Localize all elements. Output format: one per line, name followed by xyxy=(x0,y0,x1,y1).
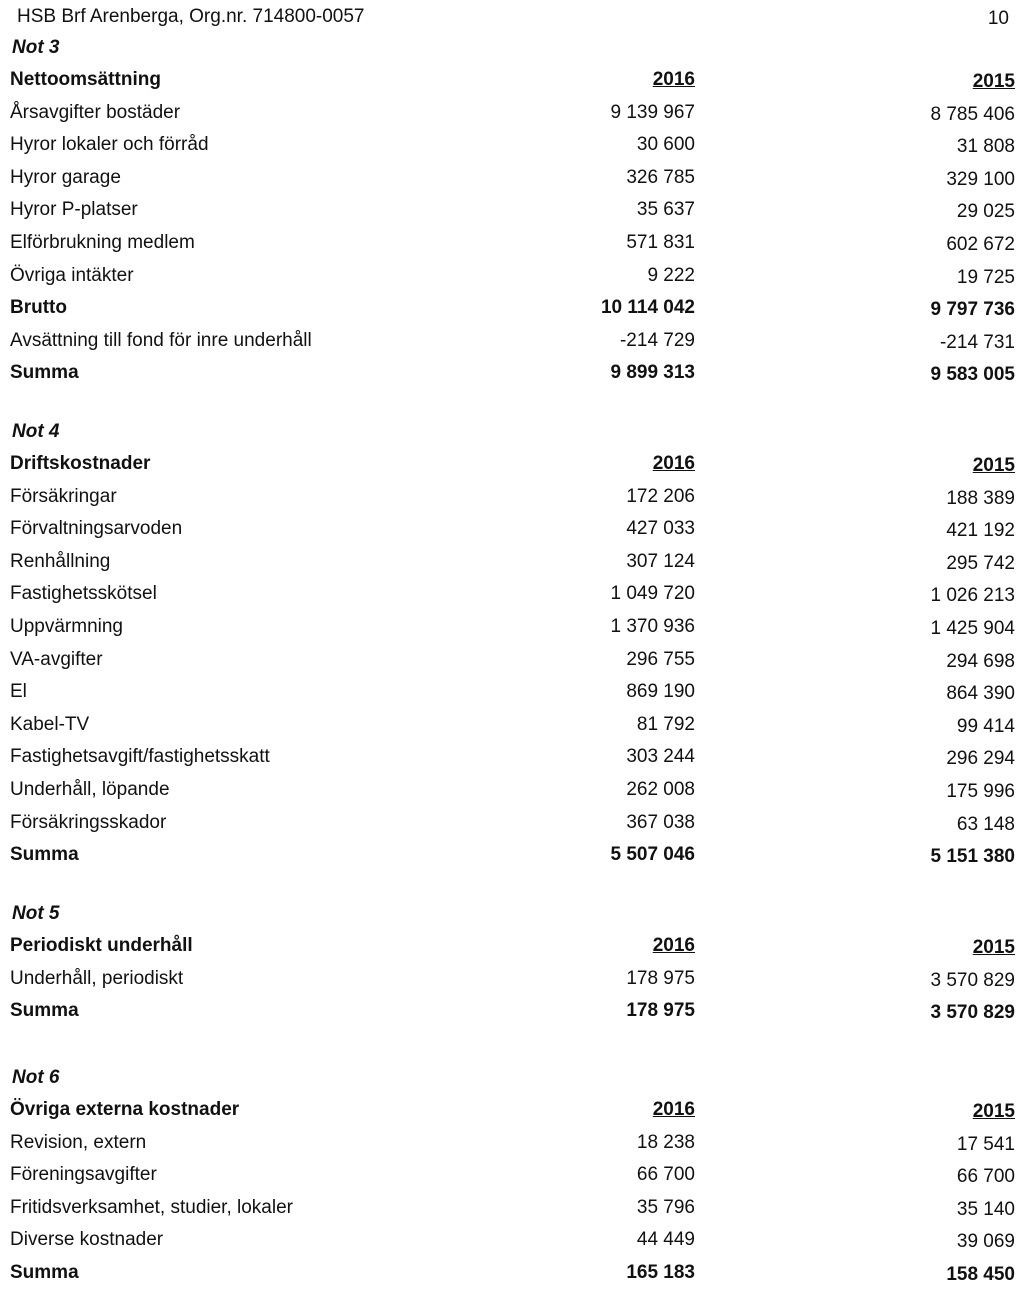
row-label: Summa xyxy=(10,844,79,866)
table-row xyxy=(10,1192,1015,1225)
value-2016: 367 038 xyxy=(626,811,695,833)
table-row xyxy=(10,227,1015,260)
row-label: Hyror lokaler och förråd xyxy=(10,134,209,156)
row-label: Förvaltningsarvoden xyxy=(10,518,183,540)
value-2015: 3 570 829 xyxy=(930,969,1015,991)
year-2015-header: 2015 xyxy=(972,937,1015,958)
row-label: Elförbrukning medlem xyxy=(10,231,195,253)
value-2015: 39 069 xyxy=(956,1231,1015,1253)
value-2016: 307 124 xyxy=(626,550,695,572)
row-label: Fastighetsskötsel xyxy=(10,583,157,605)
note-heading: Periodiskt underhåll xyxy=(10,935,193,956)
value-2016: 296 755 xyxy=(626,648,695,670)
value-2015: 19 725 xyxy=(956,266,1015,288)
row-label: Summa xyxy=(10,362,79,384)
value-2015: 421 192 xyxy=(946,520,1015,542)
value-2016: 66 700 xyxy=(636,1164,695,1186)
value-2016: 35 637 xyxy=(636,199,695,221)
table-row xyxy=(10,774,1015,807)
table-row xyxy=(10,1224,1015,1257)
note-5 xyxy=(10,898,1015,1028)
table-row xyxy=(10,292,1015,325)
value-2015: 63 148 xyxy=(956,813,1015,835)
value-2015: 99 414 xyxy=(956,715,1015,737)
year-2016-header: 2016 xyxy=(652,69,695,90)
row-label: Brutto xyxy=(10,297,67,319)
table-row xyxy=(10,481,1015,514)
value-2015: 66 700 xyxy=(956,1166,1015,1188)
note-heading-row xyxy=(10,930,1015,963)
value-2015: 175 996 xyxy=(946,780,1015,802)
table-row xyxy=(10,709,1015,742)
value-2015: 1 026 213 xyxy=(930,585,1015,607)
value-2015: 31 808 xyxy=(956,136,1015,158)
row-label: Diverse kostnader xyxy=(10,1229,164,1251)
value-2015: 602 672 xyxy=(946,233,1015,255)
note-6 xyxy=(10,1062,1015,1290)
table-row xyxy=(10,97,1015,130)
value-2016: 5 507 046 xyxy=(610,844,695,866)
table-row xyxy=(10,1127,1015,1160)
value-2016: 1 370 936 xyxy=(610,615,695,637)
table-row xyxy=(10,807,1015,840)
value-2016: 35 796 xyxy=(636,1196,695,1218)
note-heading: Övriga externa kostnader xyxy=(10,1099,240,1120)
value-2015: 8 785 406 xyxy=(930,103,1015,125)
value-2016: 81 792 xyxy=(636,713,695,735)
value-2016: 427 033 xyxy=(626,518,695,540)
value-2015: 17 541 xyxy=(956,1133,1015,1155)
row-label: Hyror P-platser xyxy=(10,199,138,221)
note-label: Not 5 xyxy=(12,903,60,924)
table-row xyxy=(10,1159,1015,1192)
value-2016: 178 975 xyxy=(626,1000,695,1022)
note-heading-row xyxy=(10,64,1015,97)
value-2016: 172 206 xyxy=(626,485,695,507)
year-2016-header: 2016 xyxy=(652,935,695,956)
row-label: Föreningsavgifter xyxy=(10,1164,157,1186)
table-row xyxy=(10,129,1015,162)
value-2015: 158 450 xyxy=(946,1263,1015,1285)
value-2016: 44 449 xyxy=(636,1229,695,1251)
row-label: Summa xyxy=(10,1261,79,1283)
year-2015-header: 2015 xyxy=(972,1101,1015,1122)
row-label: Uppvärmning xyxy=(10,615,123,637)
table-row xyxy=(10,995,1015,1028)
value-2016: 178 975 xyxy=(626,967,695,989)
table-row xyxy=(10,741,1015,774)
note-label: Not 3 xyxy=(12,37,60,58)
value-2015: 5 151 380 xyxy=(930,846,1015,868)
table-row xyxy=(10,162,1015,195)
table-row xyxy=(10,260,1015,293)
value-2016: 262 008 xyxy=(626,778,695,800)
row-label: Summa xyxy=(10,1000,79,1022)
value-2016: 18 238 xyxy=(636,1131,695,1153)
table-row xyxy=(10,513,1015,546)
row-label: Avsättning till fond för inre underhåll xyxy=(10,329,312,351)
note-3 xyxy=(10,32,1015,390)
year-2015-header: 2015 xyxy=(972,71,1015,92)
note-heading-row xyxy=(10,448,1015,481)
row-label: VA-avgifter xyxy=(10,648,103,670)
value-2015: 864 390 xyxy=(946,683,1015,705)
row-label: Fritidsverksamhet, studier, lokaler xyxy=(10,1196,293,1218)
note-label: Not 6 xyxy=(12,1067,60,1088)
table-row xyxy=(10,194,1015,227)
row-label: El xyxy=(10,681,27,703)
value-2015: 29 025 xyxy=(956,201,1015,223)
note-heading-row xyxy=(10,1094,1015,1127)
value-2015: 9 583 005 xyxy=(930,364,1015,386)
row-label: Kabel-TV xyxy=(10,713,90,735)
table-row xyxy=(10,611,1015,644)
row-label: Årsavgifter bostäder xyxy=(10,101,181,123)
value-2016: 9 139 967 xyxy=(610,101,695,123)
table-row xyxy=(10,578,1015,611)
value-2016: 571 831 xyxy=(626,231,695,253)
value-2016: 9 899 313 xyxy=(610,362,695,384)
value-2015: 1 425 904 xyxy=(930,617,1015,639)
value-2015: 3 570 829 xyxy=(930,1002,1015,1024)
table-row xyxy=(10,963,1015,996)
row-label: Övriga intäkter xyxy=(10,264,134,286)
value-2016: -214 729 xyxy=(619,329,695,351)
note-heading: Driftskostnader xyxy=(10,453,151,474)
row-label: Hyror garage xyxy=(10,166,121,188)
row-label: Underhåll, löpande xyxy=(10,778,170,800)
value-2015: 296 294 xyxy=(946,748,1015,770)
value-2016: 869 190 xyxy=(626,681,695,703)
table-row xyxy=(10,676,1015,709)
row-label: Fastighetsavgift/fastighetsskatt xyxy=(10,746,270,768)
header-title: HSB Brf Arenberga, Org.nr. 714800-0057 xyxy=(17,6,365,27)
value-2016: 326 785 xyxy=(626,166,695,188)
value-2016: 303 244 xyxy=(626,746,695,768)
value-2016: 10 114 042 xyxy=(600,297,695,319)
table-row xyxy=(10,357,1015,390)
table-row xyxy=(10,546,1015,579)
value-2016: 30 600 xyxy=(636,134,695,156)
value-2015: -214 731 xyxy=(939,331,1015,353)
note-4 xyxy=(10,416,1015,872)
row-label: Underhåll, periodiskt xyxy=(10,967,184,989)
value-2015: 295 742 xyxy=(946,552,1015,574)
value-2015: 329 100 xyxy=(946,168,1015,190)
value-2016: 1 049 720 xyxy=(610,583,695,605)
page-number: 10 xyxy=(987,8,1009,29)
value-2016: 9 222 xyxy=(647,264,695,286)
row-label: Revision, extern xyxy=(10,1131,147,1153)
value-2015: 35 140 xyxy=(956,1198,1015,1220)
value-2016: 165 183 xyxy=(626,1261,695,1283)
table-row xyxy=(10,839,1015,872)
table-row xyxy=(10,325,1015,358)
note-label: Not 4 xyxy=(12,421,60,442)
value-2015: 294 698 xyxy=(946,650,1015,672)
value-2015: 188 389 xyxy=(946,487,1015,509)
value-2015: 9 797 736 xyxy=(930,299,1015,321)
year-2016-header: 2016 xyxy=(652,1099,695,1120)
row-label: Försäkringsskador xyxy=(10,811,167,833)
row-label: Försäkringar xyxy=(10,485,117,507)
year-2016-header: 2016 xyxy=(652,453,695,474)
table-row xyxy=(10,644,1015,677)
note-heading: Nettoomsättning xyxy=(10,69,161,90)
table-row xyxy=(10,1257,1015,1290)
row-label: Renhållning xyxy=(10,550,111,572)
year-2015-header: 2015 xyxy=(972,455,1015,476)
